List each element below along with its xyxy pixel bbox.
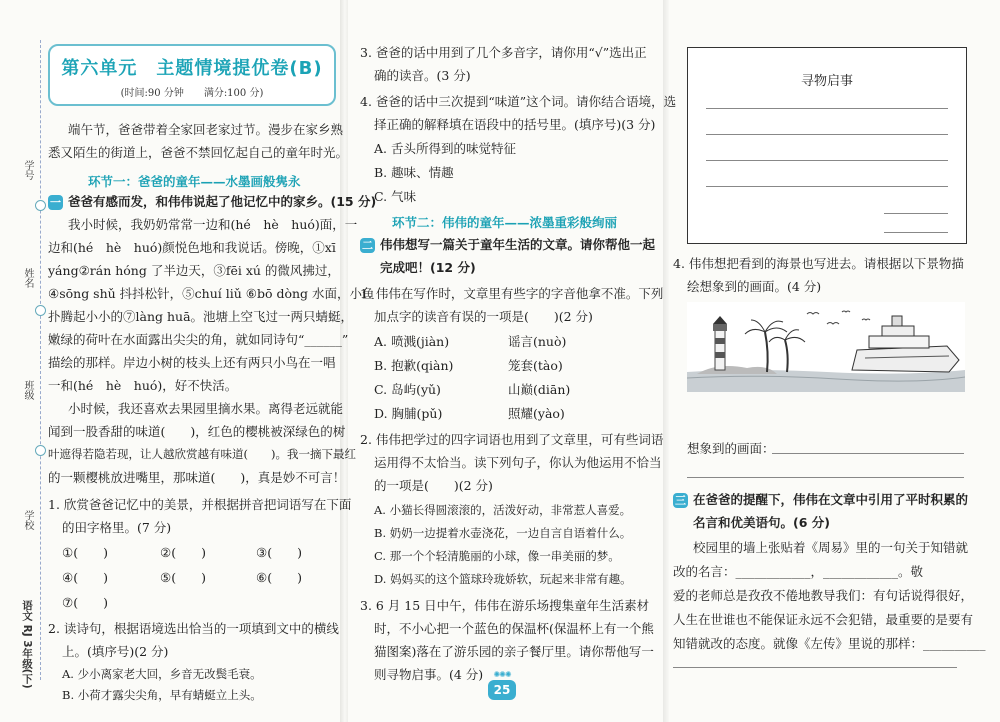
answer-blank[interactable]: ⑥( )	[256, 570, 302, 585]
date-line[interactable]	[884, 232, 948, 233]
lost-notice-box	[687, 47, 967, 244]
answer-blank[interactable]: ④( )	[62, 570, 108, 585]
option[interactable]: A. 少小离家老大回，乡音无改鬓毛衰。	[62, 667, 262, 681]
name-label: 姓名	[22, 268, 33, 288]
writing-line[interactable]	[706, 160, 948, 161]
question-2-cont: 上。(填序号)(2 分)	[62, 644, 169, 659]
part-badge: 一	[50, 196, 61, 209]
m-question-3-cont: 时，不小心把一个蓝色的保温杯(保温杯上有一个熊	[374, 621, 654, 636]
option[interactable]: 笼套(tào)	[508, 358, 563, 373]
quote-text: 知错就改的态度。就像《左传》里说的那样：__________	[673, 636, 986, 651]
m-question-3-cont: 则寻物启事。(4 分)	[374, 667, 484, 682]
quote-text: 改的名言：____________，____________。敬	[673, 564, 924, 579]
page-number: 25	[488, 680, 516, 700]
writing-line[interactable]	[706, 134, 948, 135]
quote-text: 校园里的墙上张贴着《周易》里的一句关于知错就	[693, 540, 969, 555]
part-three-title: 三 在爸爸的提醒下，伟伟在文章中引用了平时积累的	[675, 492, 969, 507]
answer-blank[interactable]: ③( )	[256, 545, 302, 560]
writing-line[interactable]	[706, 186, 948, 187]
m-question-2-cont: 运用得不太恰当。读下列句子，你认为他运用不恰当	[374, 455, 662, 470]
question-3: 3. 爸爸的话中用到了几个多音字，请你用“√”选出正	[360, 45, 647, 60]
m-question-2-cont: 的一项是( )(2 分)	[374, 478, 493, 493]
option[interactable]: B. 趣味、情趣	[374, 165, 454, 180]
answer-blank[interactable]: ⑦( )	[62, 595, 108, 610]
part-two-title-cont: 完成吧！(12 分)	[380, 260, 476, 275]
passage-line: 边和(hé hè huó)颜悦色地和我说话。傍晚，①xī	[48, 240, 336, 255]
answer-blank[interactable]: ②( )	[160, 545, 206, 560]
option[interactable]: C. 岛屿(yǔ)	[374, 382, 441, 397]
m-question-3-cont: 猫图案)落在了游乐园的亲子餐厅里。请你帮他写一	[374, 644, 654, 659]
passage-line: 我小时候，我奶奶常常一边和(hé hè huó)面，一	[68, 217, 358, 232]
imagine-label: 想象到的画面：	[687, 441, 775, 456]
quote-text: 爱的老师总是孜孜不倦地教导我们：有句话说得很好，	[673, 588, 974, 603]
question-4: 4. 爸爸的话中三次提到“味道”这个词。请你结合语境，选	[360, 94, 677, 109]
option[interactable]: 谣言(nuò)	[508, 334, 567, 349]
question-3-cont: 确的读音。(3 分)	[374, 68, 471, 83]
passage-line: 一和(hé hè huó)，好不快活。	[48, 378, 238, 393]
part-badge: 二	[362, 239, 373, 252]
writing-line[interactable]	[772, 453, 964, 454]
option[interactable]: 照耀(yào)	[508, 406, 565, 421]
part-two-title: 二 伟伟想写一篇关于童年生活的文章。请你帮他一起	[362, 237, 656, 252]
answer-blank[interactable]: ⑤( )	[160, 570, 206, 585]
book-info: 语文 RJ 3年级(下)	[21, 600, 33, 689]
quote-text: 人生在世谁也不能保证永远不会犯错，最重要的是要有	[673, 612, 974, 627]
option[interactable]: D. 妈妈买的这个篮球玲珑娇软，玩起来非常有趣。	[374, 572, 632, 586]
section-heading: 环节一：爸爸的童年——水墨画般隽永	[88, 174, 301, 189]
binding-hole	[35, 445, 46, 456]
part-one-title: 一 爸爸有感而发，和伟伟说起了他记忆中的家乡。(15 分)	[50, 194, 377, 209]
passage-line: 叶遮得若隐若现，让人越欣赏越有味道( )。我一摘下最红	[48, 447, 356, 461]
intro-line: 悉又陌生的街道上，爸爸不禁回忆起自己的童年时光。	[48, 145, 349, 160]
page-title: 第六单元 主题情境提优卷(B)	[61, 58, 323, 79]
writing-line[interactable]	[687, 477, 964, 478]
part-three-title-cont: 名言和优美语句。(6 分)	[693, 515, 830, 530]
question-4-cont: 择正确的解释填在语段中的括号里。(填序号)(3 分)	[374, 117, 656, 132]
sun-ornament-icon: ✺✺✺	[493, 670, 511, 679]
passage-line: 小时候，我还喜欢去果园里摘水果。离得老远就能	[68, 401, 344, 416]
binding-margin	[0, 0, 42, 722]
option[interactable]: C. 那一个个轻清脆丽的小球，像一串美丽的梦。	[374, 549, 620, 563]
passage-line: yáng②rán hóng 了半边天，③fēi xú 的微风拂过，	[48, 263, 340, 278]
passage-line: 闻到一股香甜的味道( )，红色的樱桃被深绿色的树	[48, 424, 346, 439]
binding-hole	[35, 305, 46, 316]
question-2: 2. 读诗句，根据语境选出恰当的一项填到文中的横线	[48, 621, 339, 636]
passage-line: 描绘的那样。岸边小树的枝头上还有两只小鸟在一唱	[48, 355, 336, 370]
question-1: 1. 欣赏爸爸记忆中的美景，并根据拼音把词语写在下面	[48, 497, 352, 512]
writing-line[interactable]	[706, 108, 948, 109]
option[interactable]: A. 舌头所得到的味觉特征	[374, 141, 516, 156]
m-question-3: 3. 6 月 15 日中午，伟伟在游乐场搜集童年生活素材	[360, 598, 650, 613]
intro-line: 端午节，爸爸带着全家回老家过节。漫步在家乡熟	[68, 122, 344, 137]
passage-line: 的一颗樱桃放进嘴里，那味道( )，真是妙不可言！	[48, 470, 346, 485]
notice-title: 寻物启事	[800, 74, 853, 89]
option[interactable]: B. 抱歉(qiàn)	[374, 358, 454, 373]
passage-line: 扑腾起小小的⑦làng huā。池塘上空飞过一两只蜻蜓，	[48, 309, 354, 324]
exam-info: (时间:90 分钟 满分:100 分)	[120, 88, 264, 99]
r-question-4-cont: 绘想象到的画面。(4 分)	[687, 279, 822, 294]
option[interactable]: B. 小荷才露尖尖角，早有蜻蜓立上头。	[62, 688, 262, 702]
passage-line: ④sōng shǔ 抖抖松针，⑤chuí liǔ ⑥bō dòng 水面，小鱼	[48, 286, 375, 301]
option[interactable]: D. 胸脯(pǔ)	[374, 406, 443, 421]
option[interactable]: C. 气味	[374, 189, 417, 204]
lighthouse-icon	[713, 316, 727, 370]
option[interactable]: 山巅(diān)	[508, 382, 571, 397]
passage-line: 嫩绿的荷叶在水面露出尖尖的角，就如同诗句“______”	[48, 332, 349, 347]
m-question-2: 2. 伟伟把学过的四字词语也用到了文章里，可有些词语	[360, 432, 664, 447]
writing-line[interactable]	[673, 667, 957, 668]
question-1-cont: 的田字格里。(7 分)	[62, 520, 172, 535]
m-question-1-cont: 加点字的读音有误的一项是( )(2 分)	[374, 309, 593, 324]
seascape-illustration	[687, 302, 965, 392]
r-question-4: 4. 伟伟想把看到的海景也写进去。请根据以下景物描	[673, 256, 964, 271]
page-fold	[340, 0, 348, 722]
section-heading: 环节二：伟伟的童年——浓墨重彩般绚丽	[392, 215, 618, 230]
m-question-1: 1. 伟伟在写作时，文章里有些字的字音他拿不准。下列	[360, 286, 664, 301]
option[interactable]: B. 奶奶一边提着水壶浇花，一边自言自语着什么。	[374, 526, 632, 540]
option[interactable]: A. 喷溅(jiàn)	[374, 334, 450, 349]
school-label: 学校	[22, 510, 33, 530]
binding-hole	[35, 200, 46, 211]
answer-blank[interactable]: ①( )	[62, 545, 108, 560]
title-box	[48, 44, 336, 106]
class-label: 班级	[22, 380, 33, 400]
student-id-label: 学号	[22, 160, 33, 180]
option[interactable]: A. 小猫长得圆滚滚的，活泼好动，非常惹人喜爱。	[374, 503, 632, 517]
signature-line[interactable]	[884, 213, 948, 214]
part-badge: 三	[675, 494, 686, 507]
cut-line	[40, 40, 41, 680]
